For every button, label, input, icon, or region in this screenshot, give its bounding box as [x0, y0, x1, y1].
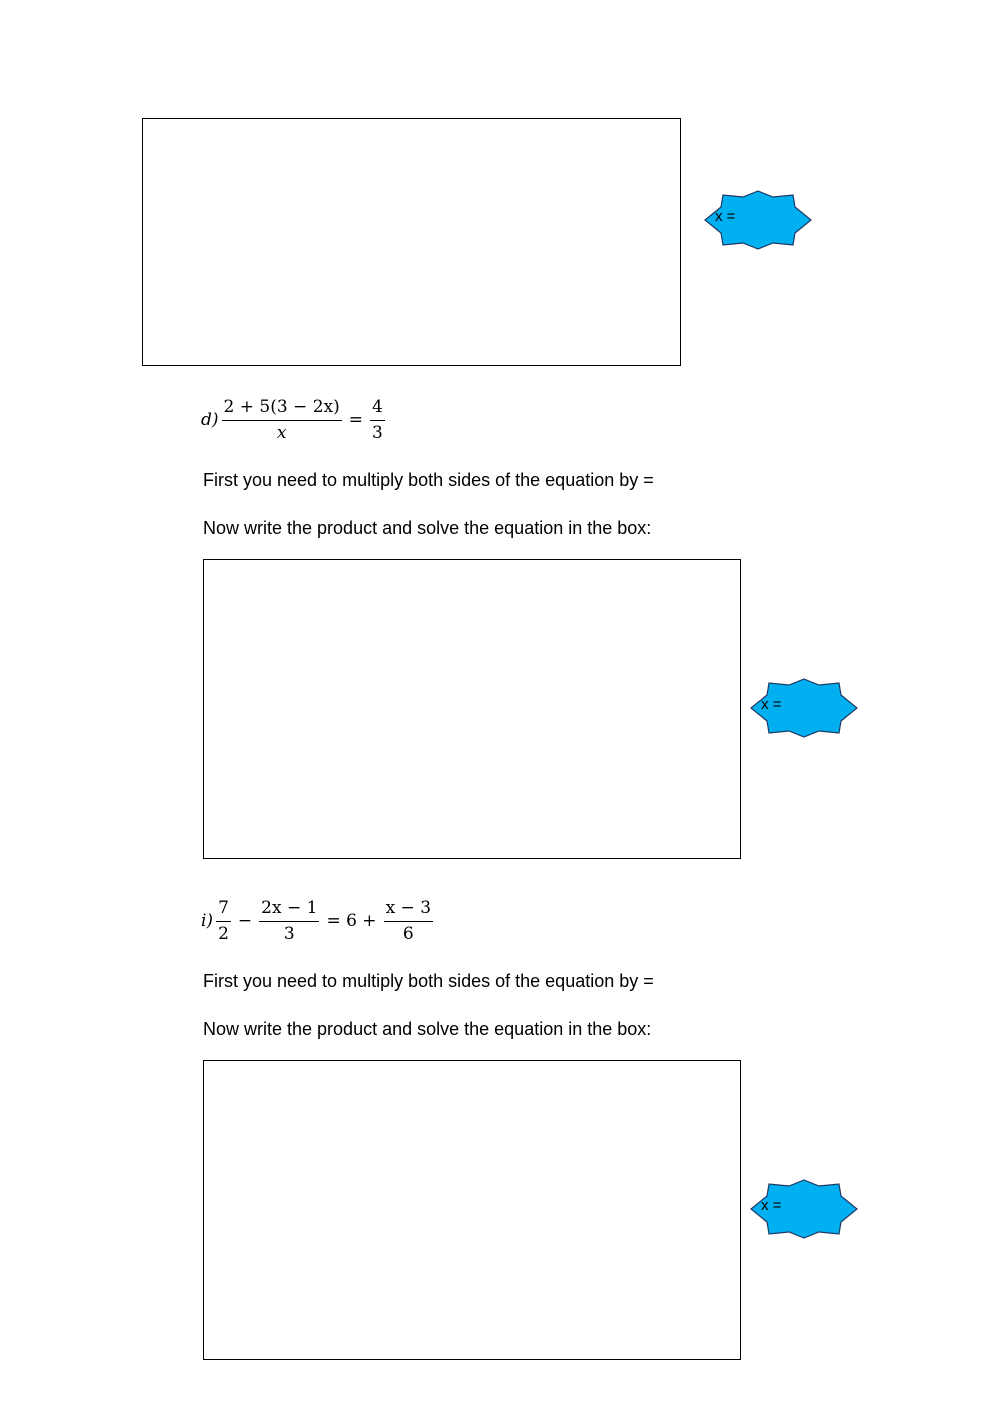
fraction [370, 397, 385, 443]
denominator: 3 [283, 924, 295, 944]
denominator: 2 [218, 924, 229, 944]
minus-sign: − [237, 911, 253, 931]
answer-box-3[interactable] [203, 1060, 741, 1360]
answer-badge-1[interactable] [703, 189, 813, 251]
equals-sign: = [348, 410, 363, 430]
answer-box-2[interactable] [203, 559, 741, 859]
instruction-multiply: First you need to multiply both sides of the equation by = [203, 971, 654, 991]
denominator: 6 [402, 924, 414, 944]
instruction-multiply: First you need to multiply both sides of the equation by = [203, 470, 654, 490]
denominator [277, 421, 287, 443]
denominator-var: x [276, 423, 287, 443]
badge-label: x = [715, 208, 736, 225]
answer-badge-3[interactable] [749, 1178, 859, 1240]
badge-label: x = [761, 696, 782, 713]
denominator: 3 [372, 423, 383, 443]
equation-label: i) [201, 911, 214, 931]
fraction [222, 397, 342, 443]
numerator: 2 + 5(3 − 2x) [222, 397, 342, 421]
answer-box-1[interactable] [142, 118, 681, 366]
instruction-solve: Now write the product and solve the equation in the box: [203, 518, 652, 538]
numerator: 7 [216, 898, 231, 922]
equation-i [201, 898, 436, 944]
fraction [216, 898, 231, 944]
badge-label: x = [761, 1197, 782, 1214]
numerator: 2x − 1 [259, 898, 319, 922]
fraction [384, 898, 433, 944]
fraction [259, 898, 319, 944]
equation-label: d) [201, 410, 219, 430]
equation-d [201, 397, 388, 443]
answer-badge-2[interactable] [749, 677, 859, 739]
instruction-solve: Now write the product and solve the equation in the box: [203, 1019, 652, 1039]
numerator: x − 3 [384, 898, 433, 922]
equals-six-plus: = 6 + [326, 911, 377, 931]
numerator: 4 [370, 397, 385, 421]
